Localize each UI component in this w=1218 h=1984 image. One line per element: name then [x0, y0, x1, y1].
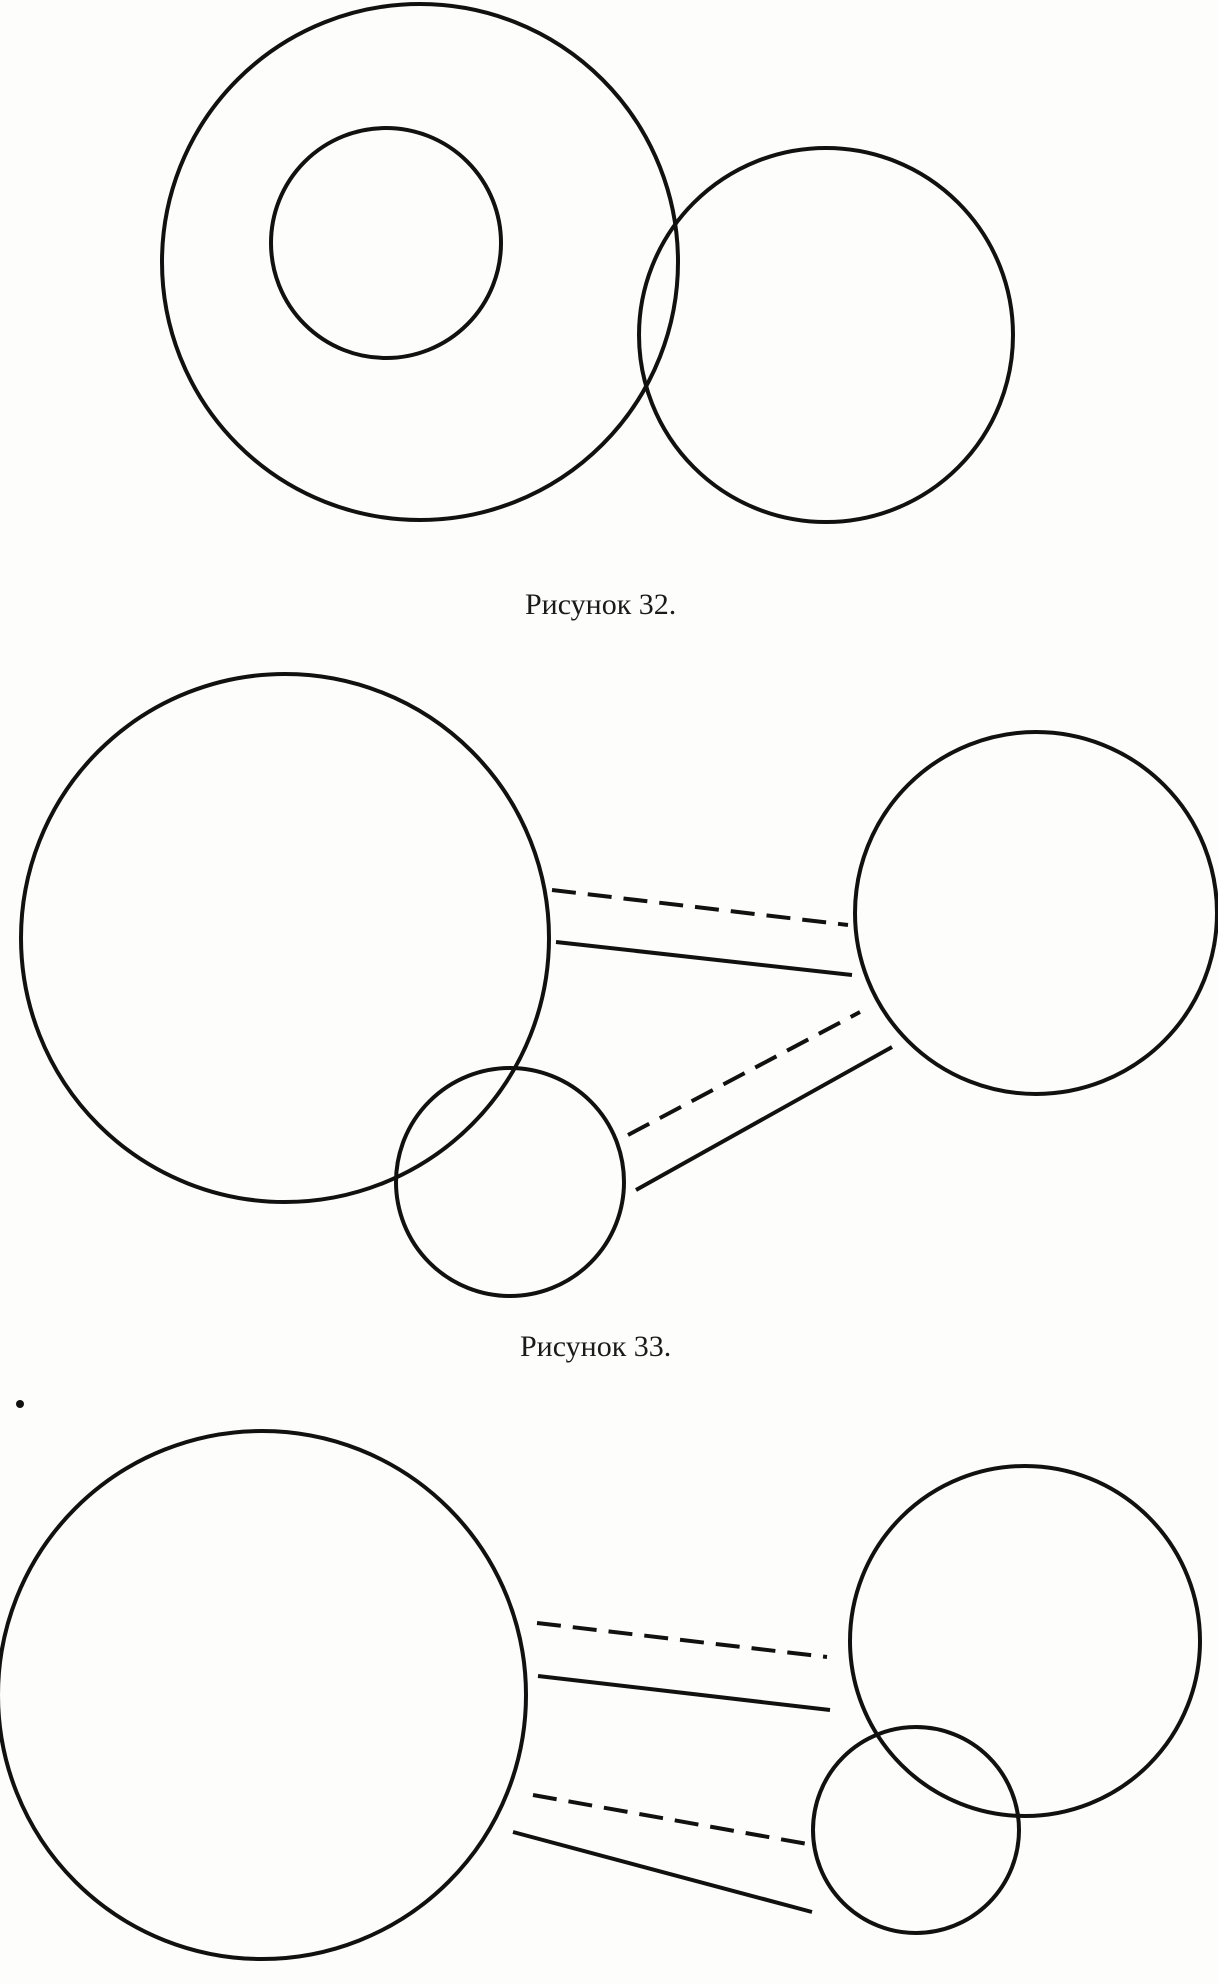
fig34-large-circle — [0, 1431, 526, 1959]
fig33-dashed-line-lower — [628, 1012, 860, 1135]
fig33-large-circle — [21, 674, 549, 1202]
caption-figure-32: Рисунок 32. — [525, 588, 677, 621]
fig33-small-circle — [396, 1068, 624, 1296]
caption-figure-33: Рисунок 33. — [520, 1330, 672, 1363]
figure-34 — [0, 1431, 1200, 1959]
figure-33 — [21, 674, 1217, 1296]
figure-32 — [162, 4, 1013, 522]
fig34-solid-line-upper — [538, 1676, 830, 1710]
fig34-small-circle — [813, 1727, 1019, 1933]
fig34-solid-line-lower — [513, 1832, 812, 1912]
fig34-right-circle — [850, 1466, 1200, 1816]
fig33-solid-line-upper — [556, 942, 852, 975]
stray-dot — [16, 1400, 24, 1408]
fig34-dashed-line-upper — [537, 1623, 827, 1657]
fig32-inner-circle — [271, 128, 501, 358]
fig33-right-circle — [855, 732, 1217, 1094]
fig32-outer-circle — [162, 4, 678, 520]
fig33-dashed-line-upper — [552, 890, 848, 925]
fig34-dashed-line-lower — [533, 1795, 813, 1845]
fig33-solid-line-lower — [636, 1047, 892, 1190]
fig32-right-circle — [639, 148, 1013, 522]
